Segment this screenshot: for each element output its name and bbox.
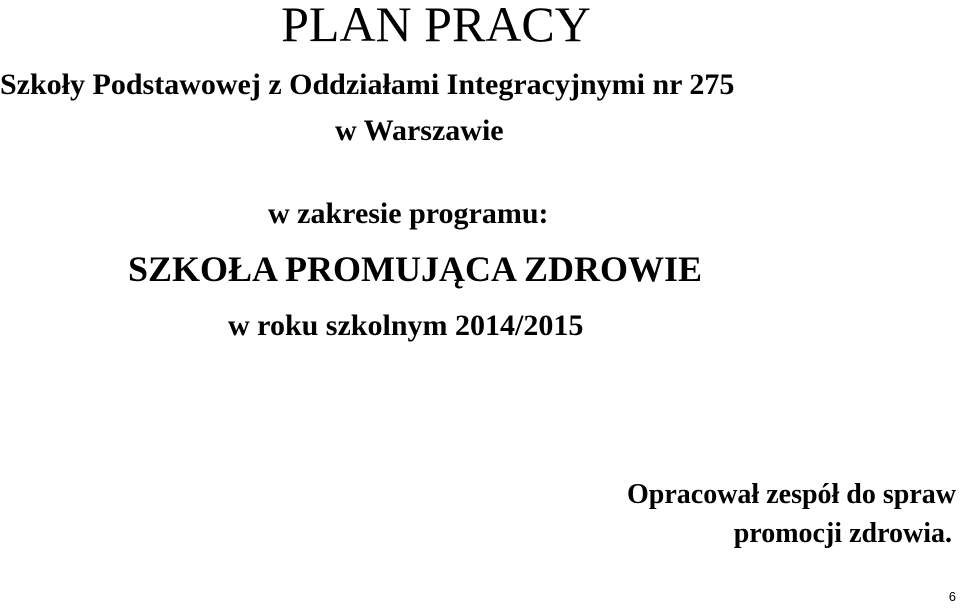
prepared-by-line-1: Opracował zespół do spraw [627, 479, 956, 510]
prepared-by-line-2: promocji zdrowia. [733, 518, 952, 549]
program-scope-label: w zakresie programu: [268, 197, 549, 230]
program-name: SZKOŁA PROMUJĄCA ZDROWIE [128, 249, 703, 289]
page-number: 6 [948, 589, 956, 604]
school-city: w Warszawie [335, 114, 504, 147]
school-name: Szkoły Podstawowej z Oddziałami Integracyjnymi nr 275 [0, 68, 735, 101]
school-year: w roku szkolnym 2014/2015 [228, 309, 584, 342]
document-title: PLAN PRACY [281, 0, 591, 52]
